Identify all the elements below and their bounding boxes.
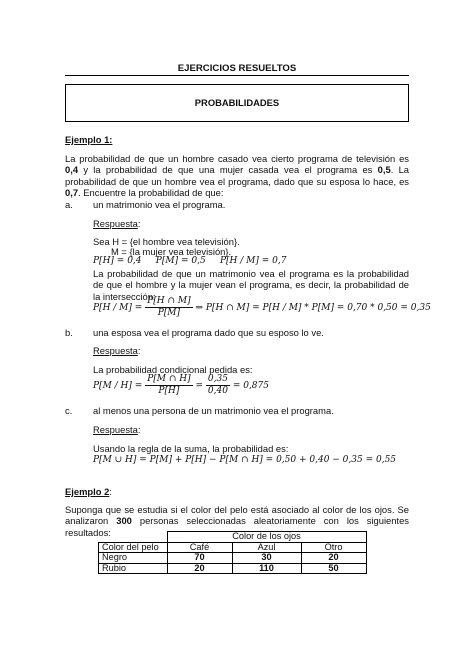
table-cell: 30	[232, 553, 301, 564]
hair-color-header: Color del pelo	[99, 542, 168, 553]
table-row	[99, 563, 367, 574]
item-a-marker: a.	[65, 199, 73, 210]
table-cell: 50	[301, 563, 366, 574]
column-header: Otro	[301, 542, 366, 553]
item-b-marker: b.	[65, 327, 73, 338]
item-a-explanation: La probabilidad de que un matrimonio vea el programa es la probabilidad de que el hombre y la mujer vean el programa, es decir, la probabilidad de la intersección:	[93, 268, 409, 302]
row-label: Negro	[99, 553, 168, 564]
item-b-formula: P[M / H] = $\frac{P[M \cap H]}{P[H]}$ = $\frac{0,35}{0,40}$ = 0,875	[93, 374, 269, 396]
table-cell: 70	[167, 553, 232, 564]
table-cell: 20	[301, 553, 366, 564]
results-table	[98, 531, 367, 574]
eye-color-header: Color de los ojos	[167, 532, 366, 543]
row-label: Rubio	[99, 563, 168, 574]
event-h-definition: Sea H = {el hombre vea televisión}.	[93, 236, 240, 247]
table-cell: 110	[232, 563, 301, 574]
example-2-text: Suponga que se estudia si el color del pelo está asociado al color de los ojos. Se analizaron 300 personas seleccionadas aleatoriamente con los siguientes resultados:	[65, 504, 409, 538]
document-title: EJERCICIOS RESUELTOS	[177, 63, 297, 74]
table-header-row	[99, 542, 367, 553]
column-header: Café	[167, 542, 232, 553]
table-group-header-row	[99, 532, 367, 543]
item-c-intro: Usando la regla de la suma, la probabilidad es:	[93, 443, 289, 454]
item-b-answer-label: Respuesta:	[93, 345, 141, 356]
item-c-formula: P[M ∪ H] = P[M] + P[H] − P[M ∩ H] = 0,50 + 0,40 − 0,35 = 0,55	[93, 455, 397, 465]
event-m-definition: M = {la mujer vea televisión}.	[111, 246, 232, 257]
section-title: PROBABILIDADES	[194, 97, 280, 108]
item-a-answer-label: Respuesta:	[93, 218, 141, 229]
item-c-answer-label: Respuesta:	[93, 424, 141, 435]
example-1-heading: Ejemplo 1:	[65, 134, 113, 145]
example-2-heading: Ejemplo 2:	[65, 486, 112, 497]
item-a-formula: P[H / M] = $\frac{P[H \cap M]}{P[M]}$ ⇒ P[H ∩ M] = P[H / M] * P[M] = 0,70 * 0,50 = 0,35	[93, 296, 431, 318]
table-row	[99, 553, 367, 564]
example-1-intro: La probabilidad de que un hombre casado vea cierto programa de televisión es 0,4 y la probabilidad de que una mujer casada vea el programa es 0,5. La probabilidad de que un hombre vea el programa, dado que su esposa lo hace, es 0,7. Encuentre la probabilidad de que:	[65, 153, 410, 199]
table-cell: 20	[167, 563, 232, 574]
item-a-text: un matrimonio vea el programa.	[93, 199, 226, 210]
column-header: Azul	[232, 542, 301, 553]
item-b-text: una esposa vea el programa dado que su esposo lo ve.	[93, 327, 324, 338]
title-rule	[65, 75, 409, 76]
item-b-intro: La probabilidad condicional pedida es:	[93, 364, 253, 375]
item-c-text: al menos una persona de un matrimonio vea el programa.	[93, 405, 334, 416]
item-c-marker: c.	[65, 405, 73, 416]
given-probabilities: P[H] = 0,4 P[M] = 0,5 P[H / M] = 0,7	[93, 256, 287, 266]
